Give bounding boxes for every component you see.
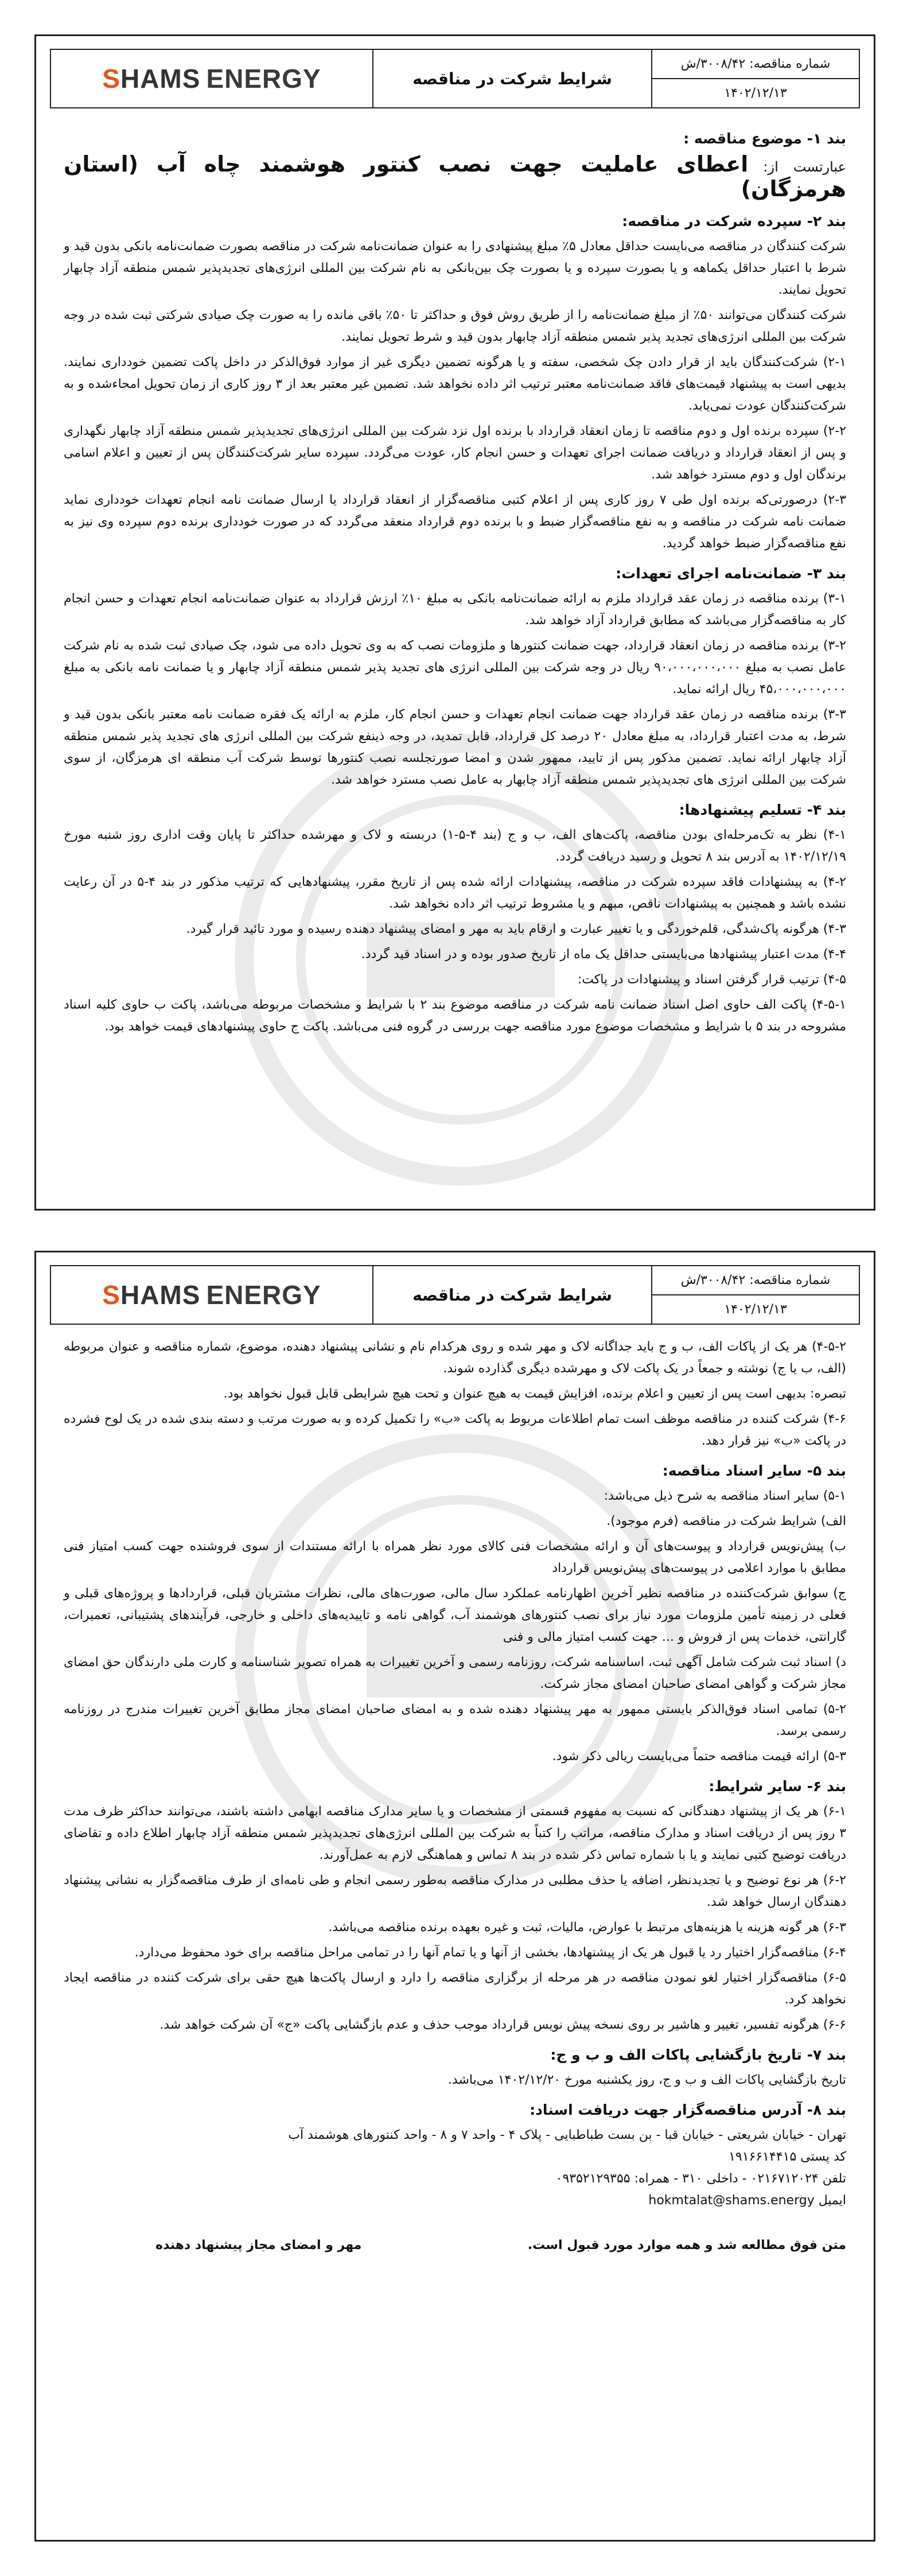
clause-4-2: ۴-۲) به پیشنهادات فاقد سپرده شرکت در مناقصه، پیشنهادات ارائه شده پس از تاریخ مقرر، پیشنهادهایی که ترتیب مذکور در بند ۴-۵ در آن رعایت نشده باشد و همچنین به پیشنهادات ناقص، مبهم و یا مشروط ترتیب اثر داده نخواهد شد. (64, 875, 846, 911)
clause-6-4: ۶-۴) مناقصه‌گزار اختیار رد یا قبول هر یک از پیشنهادها، بخشی از آنها و یا تمام آنها را در تمامی مراحل مناقصه برای خود محفوظ می‌دارد. (134, 1945, 846, 1960)
header-title: شرایط شرکت در مناقصه (373, 50, 652, 107)
acceptance-text: متن فوق مطالعه شد و همه موارد مورد قبول است. (527, 2238, 846, 2252)
document-page-2 (34, 1251, 875, 2542)
section-4-title: بند ۴- تسلیم پیشنهادها: (679, 801, 846, 818)
opening-date: تاریخ بازگشایی پاکات الف و ب و ج، روز یکشنبه مورخ ۱۴۰۲/۱۲/۲۰ می‌باشد. (447, 2073, 846, 2087)
clause-5-1-c: ج) سوابق شرکت‌کننده در مناقصه نظیر آخرین اظهارنامه عملکرد سال مالی، صورت‌های مالی، نظرات مشتریان قبلی، قراردادها و پروژه‌های قبلی و فعلی در زمینه تأمین ملزومات مورد نیاز برای نصب کنتورهای هوشمند آب، گواهی نامه و تاییدیه‌های داخلی و خارجی، فرآیندهای پشتیبانی، تعمیرات، گارانتی، خدمات پس از فروش و ... جهت کسب امتیاز مالی و فنی (64, 1586, 846, 1644)
signature-label: مهر و امضای مجاز پیشنهاد دهنده (155, 2238, 362, 2252)
clause-6-1: ۶-۱) هر یک از پیشنهاد دهندگانی که نسبت به مفهوم قسمتی از مشخصات و یا سایر مدارک مناقصه ابهامی داشته باشند، می‌توانند حداکثر ظرف مدت ۳ روز پس از دریافت اسناد و مدارک مناقصه، مراتب را کتباً به شرکت بین المللی انرژی‌های تجدیدپذیر شمس منطقه آزاد چابهار اطلاع داده و تقاضای دریافت توضیح کتبی نمایند و یا با شماره تماس ذکر شده در بند ۸ تماس و هماهنگی لازم به عمل‌آورند. (64, 1804, 846, 1862)
clause-4-1: ۴-۱) نظر به تک‌مرحله‌ای بودن مناقصه، پاکت‌های الف، ب و ج (بند ۴-۵-۱) دربسته و لاک و مهرشده حداکثر تا پایان وقت اداری روز شنبه مورخ ۱۴۰۲/۱۲/۱۹ به آدرس بند ۸ تحویل و رسید دریافت گردد. (64, 828, 847, 864)
page-header (50, 1265, 860, 1325)
header-meta (652, 1266, 859, 1324)
signature-row (64, 2235, 846, 2256)
tender-subject (64, 153, 846, 203)
company-logo (51, 50, 373, 107)
logo-energy-text: ENERGY (206, 1280, 321, 1310)
email-label: ایمیل (814, 2193, 846, 2208)
company-logo (51, 1266, 373, 1324)
clause-2-1: ۲-۱) شرکت‌کنندگان باید از قرار دادن چک شخصی، سفته و یا هرگونه تضمین دیگری غیر از موارد فوق‌الذکر در داخل پاکت تضمین خودداری نمایند. بدیهی است به پیشنهاد قیمت‌های فاقد ضمانت‌نامه معتبر ترتیب اثر داده نخواهد شد. تضمین غیر معتبر بعد از ۳ روز کاری از زمان تحویل امحاءشده و به شرکت‌کنندگان عودت نمی‌یابد. (64, 355, 847, 413)
clause-2-3: ۲-۳) درصورتی‌که برنده اول طی ۷ روز کاری پس از اعلام کتبی مناقصه‌گزار از انعقاد قرارداد یا ارسال ضمانت نامه انجام تعهدات خودداری نماید ضمانت نامه شرکت در مناقصه و به نفع مناقصه‌گزار ضبط و با برنده دوم قرارداد منعقد می‌گردد که در صورت خودداری برنده دوم سپرده وی نیز به نفع مناقصه‌گزار ضبط خواهد گردید. (64, 493, 846, 551)
clause-6-5: ۶-۵) مناقصه‌گزار اختیار لغو نمودن مناقصه در هر مرحله از برگزاری مناقصه را دارد و ارسال پاکت‌ها هیچ حقی برای شرکت کننده در مناقصه ایجاد نخواهد کرد. (64, 1971, 846, 2007)
page-1-content (36, 108, 874, 1038)
note-clause: تبصره: بدیهی است پس از تعیین و اعلام برنده، افزایش قیمت به هیچ عنوان و تحت هیچ شرایطی قابل قبول نخواهد بود. (223, 1387, 846, 1401)
clause-5-1-b: ب) پیش‌نویس قرارداد و پیوست‌های آن و ارائه مشخصات فنی کالای مورد نظر همراه با ارائه مستندات از سوی فروشنده جهت کسب امتیاز فنی مطابق با موارد اعلامی در پیوست‌های پیش‌نویس قرارداد (64, 1539, 846, 1575)
address-block (64, 2124, 846, 2212)
clause-4-4: ۴-۴) مدت اعتبار پیشنهادها می‌بایستی حداقل یک ماه از تاریخ صدور بوده و در اسناد قید گردد. (361, 947, 846, 962)
logo-s-mark: S (102, 64, 120, 94)
section-2-paragraph-1: شرکت کنندگان در مناقصه می‌بایست حداقل معادل ۵٪ مبلغ پیشنهادی را به عنوان ضمانت‌نامه شرکت در مناقصه بصورت ضمانت‌نامه بانکی بدون قید و شرط با اعتبار حداقل یکماهه و یا بصورت سپرده و یا بصورت چک بین‌بانکی به نام شرکت بین المللی انرژی‌های تجدیدپذیر شمس منطقه آزاد چابهار تحویل نمایند. (64, 239, 846, 297)
document-page-1 (34, 34, 875, 1211)
clause-6-3: ۶-۳) هر گونه هزینه یا هزینه‌های مرتبط با عوارض، مالیات، ثبت و غیره بعهده برنده مناقصه می‌باشد. (328, 1920, 846, 1935)
section-6-title: بند ۶- سایر شرایط: (708, 1778, 846, 1795)
clause-5-3: ۵-۳) ارائه قیمت مناقصه حتماً می‌بایست ریالی ذکر شود. (552, 1749, 846, 1764)
page-2-content (36, 1325, 874, 2256)
clause-4-5-2: ۴-۵-۲) هر یک از پاکات الف، ب و ج باید جداگانه لاک و مهر شده و روی هرکدام نام و نشانی پیشنهاد دهنده، موضوع، شماره مناقصه و عنوان مربوطه (الف، ب یا ج) نوشته و جمعاً در یک پاکت لاک و مهرشده دیگری گذارده شوند. (64, 1340, 846, 1376)
clause-5-1-a: الف) شرایط شرکت در مناقصه (فرم موجود). (606, 1514, 846, 1528)
section-2-title: بند ۲- سپرده شرکت در مناقصه: (622, 213, 846, 229)
subject-text: اعطای عاملیت جهت نصب کنتور هوشمند چاه آب (استان هرمزگان) (64, 151, 846, 201)
section-5-title: بند ۵- سایر اسناد مناقصه: (662, 1462, 846, 1479)
postal-code: کد پستی ۱۹۱۶۶۱۴۴۱۵ (729, 2150, 846, 2164)
address-line: تهران - خیابان شریعتی - خیابان قبا - بن بست طباطبایی - پلاک ۴ - واحد ۷ و ۸ - واحد کنتورهای هوشمند آب (288, 2128, 846, 2142)
logo-energy-text: ENERGY (206, 64, 321, 94)
phone-line: تلفن ۰۲۱۶۷۱۲۰۲۴ - داخلی ۳۱۰ - همراه: ۰۹۳۵۲۱۲۹۳۵۵ (555, 2172, 846, 2186)
header-meta (652, 50, 859, 107)
tender-date: ۱۴۰۲/۱۲/۱۳ (724, 86, 787, 100)
clause-5-1-d: د) اسناد ثبت شرکت شامل آگهی ثبت، اساسنامه شرکت، روزنامه رسمی و آخرین تغییرات به همراه تصویر شناسنامه و کارت ملی دارندگان حق امضای مجاز شرکت و گواهی امضای صاحبان امضای مجاز شرکت. (64, 1655, 846, 1691)
clause-6-2: ۶-۲) هر نوع توضیح و یا تجدیدنظر، اضافه یا حذف مطلبی در مدارک مناقصه به‌طور رسمی انجام و طی نامه‌ای از طرف مناقصه‌گزار به نشانی پیشنهاد دهندگان ارسال خواهد شد. (64, 1873, 846, 1909)
clause-5-1: ۵-۱) سایر اسناد مناقصه به شرح ذیل می‌باشد: (604, 1489, 846, 1503)
header-title: شرایط شرکت در مناقصه (373, 1266, 652, 1324)
clause-6-6: ۶-۶) هرگونه تفسیر، تغییر و هاشیر بر روی نسخه پیش نویس قرارداد موجب حذف و عدم بازگشایی پاکت «ج» آن شرکت خواهد شد. (159, 2018, 846, 2032)
clause-3-3: ۳-۳) برنده مناقصه در زمان عقد قرارداد جهت ضمانت انجام تعهدات و حسن انجام کار، ملزم به ارائه یک فقره ضمانت نامه معتبر بانکی بدون قید و شرط، به مدت اعتبار قرارداد، به مبلغ معادل ۲۰ درصد کل قرارداد، قابل تمدید، در وجه ذینفع شرکت بین المللی انرژی های تجدید پذیر شمس منطقه آزاد چابهار ارائه نماید. تضمین مذکور پس از تایید، ممهور شدن و امضا صورتجلسه نصب کنتورها توسط شرکت آب منطقه ای هرمزگان، از سوی شرکت بین المللی انرژی های تجدیدپذیر شمس منطقه آزاد چابهار به عامل نصب مسترد خواهد شد. (64, 707, 846, 787)
logo-hams-text: HAMS (120, 64, 201, 94)
clause-3-2: ۳-۲) برنده مناقصه در زمان انعقاد قرارداد، جهت ضمانت کنتورها و ملزومات نصب که به وی تحویل داده می شود، چک صیادی ثبت شده به نام شرکت عامل نصب به مبلغ ۹۰،۰۰۰،۰۰۰،۰۰۰ ریال در وجه شرکت بین المللی انرژی های تجدید پذیر شمس منطقه آزاد چابهار و یا ضمانت نامه بانکی به مبلغ ۴۵،۰۰۰،۰۰۰،۰۰۰ ریال ارائه نماید. (64, 639, 846, 696)
tender-date: ۱۴۰۲/۱۲/۱۳ (724, 1302, 787, 1317)
tender-number: شماره مناقصه: ۳۰۰۸/۴۲/ش (652, 1266, 859, 1295)
clause-5-2: ۵-۲) تمامی اسناد فوق‌الذکر بایستی ممهور به مهر پیشنهاد دهنده شده و به امضای صاحبان امضای مجاز مطابق آخرین تغییرات مندرج در روزنامه رسمی برسد. (64, 1702, 846, 1738)
section-8-title: بند ۸- آدرس مناقصه‌گزار جهت دریافت اسناد: (530, 2102, 846, 2118)
clause-4-6: ۴-۶) شرکت کننده در مناقصه موظف است تمام اطلاعات مربوط به پاکت «ب» را تکمیل کرده و به صورت مرتب و دسته بندی شده در یک لوح فشرده در پاکت «ب» نیز قرار دهد. (64, 1412, 846, 1448)
section-2-paragraph-2: شرکت کنندگان می‌توانند ۵۰٪ از مبلغ ضمانت‌نامه را از طریق روش فوق و حداکثر تا ۵۰٪ باقی مانده را به صورت چک صیادی شرکتی ثبت شده در وجه شرکت بین المللی انرژی‌های تجدید پذیر شمس منطقه آزاد چابهار بدون قید و شرط تحویل نمایند. (64, 308, 847, 344)
clause-2-2: ۲-۲) سپرده برنده اول و دوم مناقصه تا زمان انعقاد قرارداد با برنده اول نزد شرکت بین المللی انرژی‌های تجدیدپذیر شمس منطقه آزاد چابهار نگهداری و پس از انعقاد قرارداد و دریافت ضمانت اجرای تعهدات و حسن انجام کار، عودت می‌گردد. سپرده سایر شرکت‌کنندگان پس از تعیین و اعلام اسامی برندگان اول و دوم مسترد خواهد شد. (64, 424, 846, 482)
page-header (50, 49, 860, 108)
clause-4-5: ۴-۵) ترتیب قرار گرفتن اسناد و پیشنهادات در پاکت: (577, 972, 846, 987)
logo-s-mark: S (102, 1280, 120, 1310)
clause-4-3: ۴-۳) هرگونه پاک‌شدگی، قلم‌خوردگی و یا تغییر عبارت و ارقام باید به مهر و امضای پیشنهاد دهنده رسیده و مورد تائید قرار گیرد. (186, 922, 846, 936)
section-1-title: بند ۱- موضوع مناقصه : (683, 130, 846, 147)
subject-prefix: عبارتست از: (748, 159, 846, 175)
section-7-title: بند ۷- تاریخ بازگشایی پاکات الف و ب و ج: (550, 2046, 846, 2063)
clause-4-5-1: ۴-۵-۱) پاکت الف حاوی اصل اسناد ضمانت نامه شرکت در مناقصه موضوع بند ۲ با شرایط و مشخصات مربوطه می‌باشد، پاکت ب حاوی کلیه اسناد مشروحه در بند ۵ با شرایط و مشخصات موضوع مورد مناقصه جهت بررسی در گروه فنی می‌باشد. پاکت ج حاوی پیشنهادهای قیمت خواهد بود. (64, 998, 846, 1034)
logo-hams-text: HAMS (120, 1280, 201, 1310)
clause-3-1: ۳-۱) برنده مناقصه در زمان عقد قرارداد ملزم به ارائه ضمانت‌نامه بانکی به مبلغ ۱۰٪ ارزش قرارداد به عنوان ضمانت‌نامه انجام تعهدات و حسن انجام کار به مناقصه‌گزار می‌باشد که مطابق قرارداد آزاد خواهد شد. (64, 592, 846, 628)
section-3-title: بند ۳- ضمانت‌نامه اجرای تعهدات: (616, 565, 846, 582)
email-line (64, 2190, 846, 2212)
tender-number: شماره مناقصه: ۳۰۰۸/۴۲/ش (652, 50, 859, 79)
email-link[interactable]: hokmtalat@shams.energy (648, 2193, 815, 2208)
